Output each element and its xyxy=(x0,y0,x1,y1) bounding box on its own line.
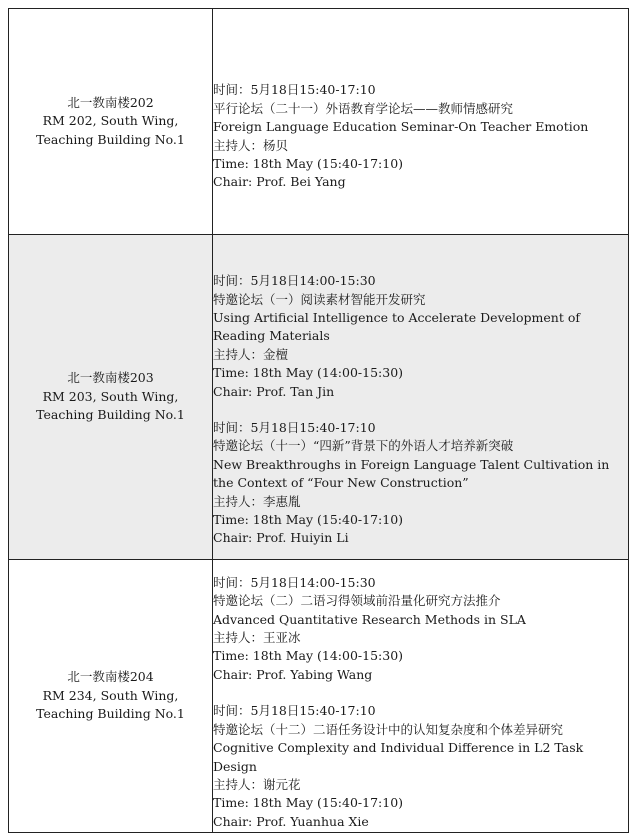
event-title-en: Advanced Quantitative Research Methods in SLA xyxy=(213,611,526,627)
table-row xyxy=(9,9,629,235)
room-name-cn: 北一教南楼202 xyxy=(67,94,154,110)
room-name-cn: 北一教南楼204 xyxy=(67,669,154,685)
events-cell xyxy=(213,9,629,235)
event-title-cn: 特邀论坛（一）阅读素材智能开发研究 xyxy=(213,291,426,307)
event-chair-en: Chair: Prof. Yabing Wang xyxy=(213,666,373,682)
room-cell xyxy=(9,235,213,560)
event-title-en: Using Artificial Intelligence to Accelerate Development of Reading Materials xyxy=(213,309,580,344)
event-title-cn: 平行论坛（二十一）外语教育学论坛——教师情感研究 xyxy=(213,100,514,116)
event-title-cn: 特邀论坛（十一）“四新”背景下的外语人才培养新突破 xyxy=(213,438,514,454)
event-time-en: Time: 18th May (15:40-17:10) xyxy=(213,795,404,811)
events-cell xyxy=(213,560,629,833)
event-chair-en: Chair: Prof. Bei Yang xyxy=(213,174,346,190)
event-chair-en: Chair: Prof. Yuanhua Xie xyxy=(213,813,369,829)
event-title-en: Cognitive Complexity and Individual Difference in L2 Task Design xyxy=(213,740,584,774)
event-chair-en: Chair: Prof. Huiyin Li xyxy=(213,530,349,546)
room-name-en: RM 202, South Wing, xyxy=(42,113,179,129)
event-chair-cn: 主持人：谢元花 xyxy=(213,776,301,792)
room-name-en: RM 234, South Wing, xyxy=(42,687,179,703)
event-block xyxy=(213,574,628,684)
event-time-en: Time: 18th May (14:00-15:30) xyxy=(213,648,404,664)
event-chair-cn: 主持人：李惠胤 xyxy=(213,493,301,509)
event-chair-en: Chair: Prof. Tan Jin xyxy=(213,383,335,399)
event-block xyxy=(213,702,628,831)
events-cell xyxy=(213,235,629,560)
room-cell xyxy=(9,560,213,833)
room-name-en: RM 203, South Wing, xyxy=(42,388,179,404)
event-chair-cn: 主持人：杨贝 xyxy=(213,137,289,153)
event-title-cn: 特邀论坛（十二）二语任务设计中的认知复杂度和个体差异研究 xyxy=(213,721,564,737)
event-block xyxy=(213,272,628,401)
event-title-en: Foreign Language Education Seminar-On Teacher Emotion xyxy=(213,119,589,135)
event-block xyxy=(213,81,628,191)
venue-schedule-table xyxy=(8,8,629,833)
event-time-en: Time: 18th May (15:40-17:10) xyxy=(213,155,404,171)
event-title-cn: 特邀论坛（二）二语习得领域前沿量化研究方法推介 xyxy=(213,593,501,609)
event-block xyxy=(213,419,628,548)
event-chair-cn: 主持人：金檀 xyxy=(213,346,289,362)
building-name-en: Teaching Building No.1 xyxy=(36,407,185,423)
event-chair-cn: 主持人：王亚冰 xyxy=(213,630,301,646)
event-time-cn: 时间：5月18日15:40-17:10 xyxy=(213,82,376,98)
event-title-en: New Breakthroughs in Foreign Language Talent Cultivation in the Context of “Four New Construction” xyxy=(213,456,610,491)
event-time-en: Time: 18th May (14:00-15:30) xyxy=(213,365,404,381)
building-name-en: Teaching Building No.1 xyxy=(36,706,185,722)
event-time-cn: 时间：5月18日15:40-17:10 xyxy=(213,703,376,719)
table-row xyxy=(9,235,629,560)
event-time-cn: 时间：5月18日14:00-15:30 xyxy=(213,273,376,289)
building-name-en: Teaching Building No.1 xyxy=(36,131,185,147)
event-time-en: Time: 18th May (15:40-17:10) xyxy=(213,512,404,528)
event-time-cn: 时间：5月18日15:40-17:10 xyxy=(213,420,376,435)
table-row xyxy=(9,560,629,833)
event-time-cn: 时间：5月18日14:00-15:30 xyxy=(213,574,376,590)
room-name-cn: 北一教南楼203 xyxy=(67,370,154,386)
room-cell xyxy=(9,9,213,235)
